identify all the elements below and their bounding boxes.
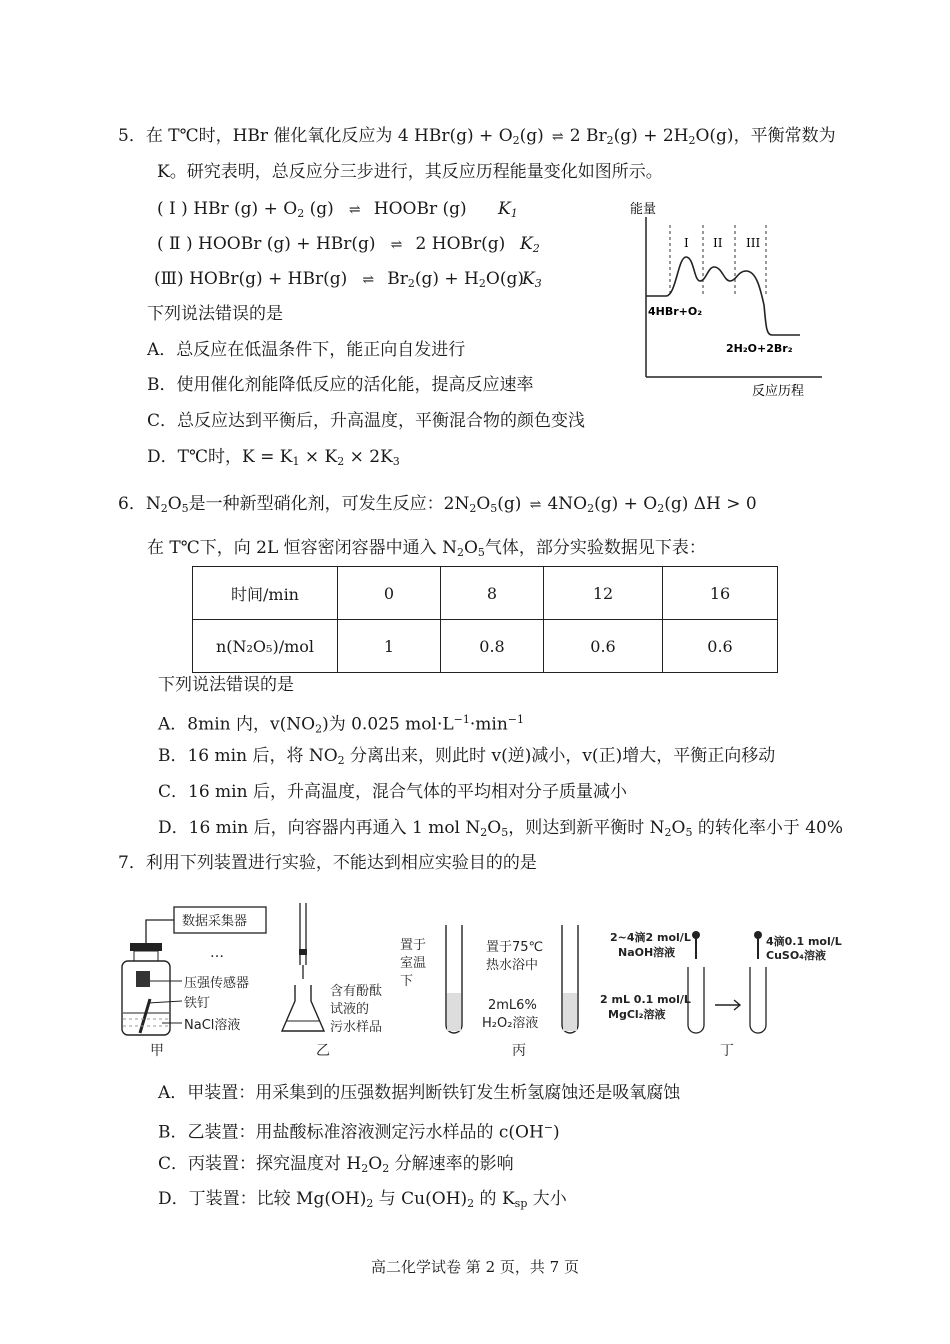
graph-product-label: 2H₂O+2Br₂ — [726, 342, 793, 355]
q7-option-c: C．丙装置：探究温度对 $H_2O_2$ 分解速率的影响 — [158, 1154, 514, 1175]
graph-ylabel: 能量 — [630, 202, 657, 217]
q5-prompt: 下列说法错误的是 — [147, 304, 283, 324]
bottle-neck — [134, 951, 158, 961]
jia-solution-label: NaCl溶液 — [184, 1018, 241, 1033]
graph-reactant-label: 4HBr+O₂ — [648, 305, 703, 318]
q5-stem-line1: 5．在 T℃时，HBr 催化氧化反应为 4 $HBr(g) + O_2(g)$ ⇌ 2 $Br_2(g) + 2H_2O(g)$，平衡常数为 — [118, 126, 836, 147]
table-cell: 0.8 — [441, 620, 544, 673]
equilibrium-arrow-icon: ⇌ — [529, 497, 540, 513]
table-cell: 8 — [441, 567, 544, 620]
table-row — [193, 567, 778, 620]
q7-stem: 7．利用下列装置进行实验，不能达到相应实验目的的是 — [118, 853, 537, 873]
ding-reagent-1: 2~4滴2 mol/L — [610, 931, 691, 944]
tube-liquid — [563, 993, 577, 1031]
q7-option-b: B．乙装置：用盐酸标准溶液测定污水样品的 c(OH−) — [158, 1121, 560, 1143]
q5-k1: $K_1$ — [498, 199, 518, 220]
graph-xlabel: 反应历程 — [752, 384, 805, 399]
bottle-cap — [130, 943, 162, 951]
q6-number: 6． — [118, 494, 146, 514]
dropper-bulb-icon — [692, 931, 700, 939]
q5-option-b: B．使用催化剂能降低反应的活化能，提高反应速率 — [147, 375, 534, 395]
q5-stem-line2: K。研究表明，总反应分三步进行，其反应历程能量变化如图所示。 — [157, 162, 663, 182]
ding-reagent-3: 2 mL 0.1 mol/L — [600, 993, 691, 1006]
q7-option-a: A．甲装置：用采集到的压强数据判断铁钉发生析氢腐蚀还是吸氧腐蚀 — [158, 1083, 681, 1103]
q6-data-table — [192, 566, 778, 673]
q5-option-d: D．T℃时，$K = K_1 \times K_2 \times 2K_3$ — [147, 447, 400, 468]
equilibrium-arrow-icon: ⇌ — [390, 237, 401, 253]
bing-solution-1: 2mL6% — [488, 998, 537, 1013]
bing-caption: 丙 — [512, 1043, 526, 1059]
leader-line — [148, 1001, 182, 1003]
q6-option-d: D．16 min 后，向容器内再通入 1 mol $N_2O_5$，则达到新平衡时 $N_2O_5$ 的转化率小于 40% — [158, 818, 844, 839]
table-cell: 0.6 — [663, 620, 778, 673]
table-row — [193, 620, 778, 673]
equilibrium-arrow-icon: ⇌ — [348, 202, 359, 218]
pressure-sensor-icon — [136, 971, 150, 987]
bing-right-1: 置于75℃ — [486, 940, 544, 955]
q6-stem-line2: 在 T℃下，向 2L 恒容密闭容器中通入 $N_2O_5$气体，部分实验数据见下表： — [147, 538, 706, 559]
yi-caption: 乙 — [316, 1043, 330, 1059]
sensor-wire — [146, 920, 174, 943]
ding-caption: 丁 — [720, 1043, 734, 1059]
conical-flask-icon — [282, 985, 324, 1031]
yi-label-1: 含有酚酞 — [330, 984, 383, 999]
q6-option-a: A．8min 内，$v(NO_2)$为 0.025 $mol\cdot L^{-1}\cdot\min^{-1}$ — [158, 713, 525, 736]
ding-reagent-4: MgCl₂溶液 — [608, 1008, 666, 1021]
table-cell: 12 — [544, 567, 663, 620]
q5-k3: $K_3$ — [522, 269, 542, 290]
q5-step1: ( Ⅰ ) HBr $(g) + O_2$ (g) ⇌ HOOBr (g) — [157, 199, 467, 220]
test-tube-cuso4 — [750, 967, 766, 1033]
dropper-bulb-icon — [754, 931, 762, 939]
stage-label-1: I — [684, 236, 689, 250]
q6-stem-line1: 6．$N_2O_5$是一种新型硝化剂，可发生反应：$2N_2O_5(g)$ ⇌ $4NO_2(g) + O_2(g) \Delta H > 0$ — [118, 494, 757, 515]
q7-option-d: D．丁装置：比较 $Mg(OH)_2$ 与 $Cu(OH)_2$ 的 $K_{sp}$ 大小 — [158, 1189, 567, 1210]
energy-curve — [646, 257, 800, 335]
q6-option-c: C．16 min 后，升高温度，混合气体的平均相对分子质量减小 — [158, 782, 627, 802]
tube-liquid — [447, 993, 461, 1031]
ding-reagent-6: CuSO₄溶液 — [766, 949, 826, 962]
table-cell: 1 — [338, 620, 441, 673]
q5-option-a: A．总反应在低温条件下，能正向自发进行 — [147, 340, 466, 360]
bing-solution-2: H₂O₂溶液 — [482, 1016, 539, 1031]
iron-nail-icon — [140, 999, 150, 1033]
bing-left-3: 下 — [400, 974, 414, 989]
jia-sensor-label: 压强传感器 — [184, 976, 250, 991]
table-cell: 16 — [663, 567, 778, 620]
equilibrium-arrow-icon: ⇌ — [551, 129, 562, 145]
bing-left-1: 置于 — [400, 938, 427, 953]
q6-prompt: 下列说法错误的是 — [158, 675, 294, 695]
ellipsis: … — [210, 945, 224, 961]
q5-number: 5． — [118, 126, 146, 146]
q5-option-c: C．总反应达到平衡后，升高温度，平衡混合物的颜色变浅 — [147, 411, 586, 431]
bing-left-2: 室温 — [400, 956, 427, 971]
jia-nail-label: 铁钉 — [184, 996, 211, 1011]
q5-k2: $K_2$ — [520, 234, 540, 255]
energy-diagram — [600, 195, 830, 405]
bing-right-2: 热水浴中 — [486, 958, 539, 973]
stage-label-3: III — [746, 236, 761, 250]
stage-label-2: II — [713, 236, 723, 250]
equilibrium-arrow-icon: ⇌ — [362, 272, 373, 288]
jia-caption: 甲 — [150, 1043, 164, 1059]
jia-collector-label: 数据采集器 — [182, 914, 248, 929]
q5-step2: ( Ⅱ ) HOOBr (g) + HBr(g) ⇌ 2 HOBr(g) — [157, 234, 506, 254]
table-cell: 0 — [338, 567, 441, 620]
table-cell: n(N₂O₅)/mol — [193, 620, 338, 673]
yi-label-2: 试液的 — [330, 1002, 370, 1017]
stopcock-icon — [299, 949, 307, 955]
q6-option-b: B．16 min 后，将 $NO_2$ 分离出来，则此时 v(逆)减小，v(正)增大，平衡正向移动 — [158, 746, 776, 767]
yi-label-3: 污水样品 — [330, 1020, 383, 1035]
q5-step3: (Ⅲ) HOBr(g) + HBr(g) ⇌ $Br_2(g) + H_2O(g)$ — [154, 269, 524, 290]
ding-reagent-5: 4滴0.1 mol/L — [766, 935, 842, 948]
ding-reagent-2: NaOH溶液 — [618, 946, 676, 959]
table-cell: 0.6 — [544, 620, 663, 673]
q7-number: 7． — [118, 853, 146, 873]
q7-apparatus-figure — [110, 895, 850, 1065]
table-cell: 时间/min — [193, 567, 338, 620]
page-footer: 高二化学试卷 第 2 页，共 7 页 — [371, 1258, 579, 1276]
